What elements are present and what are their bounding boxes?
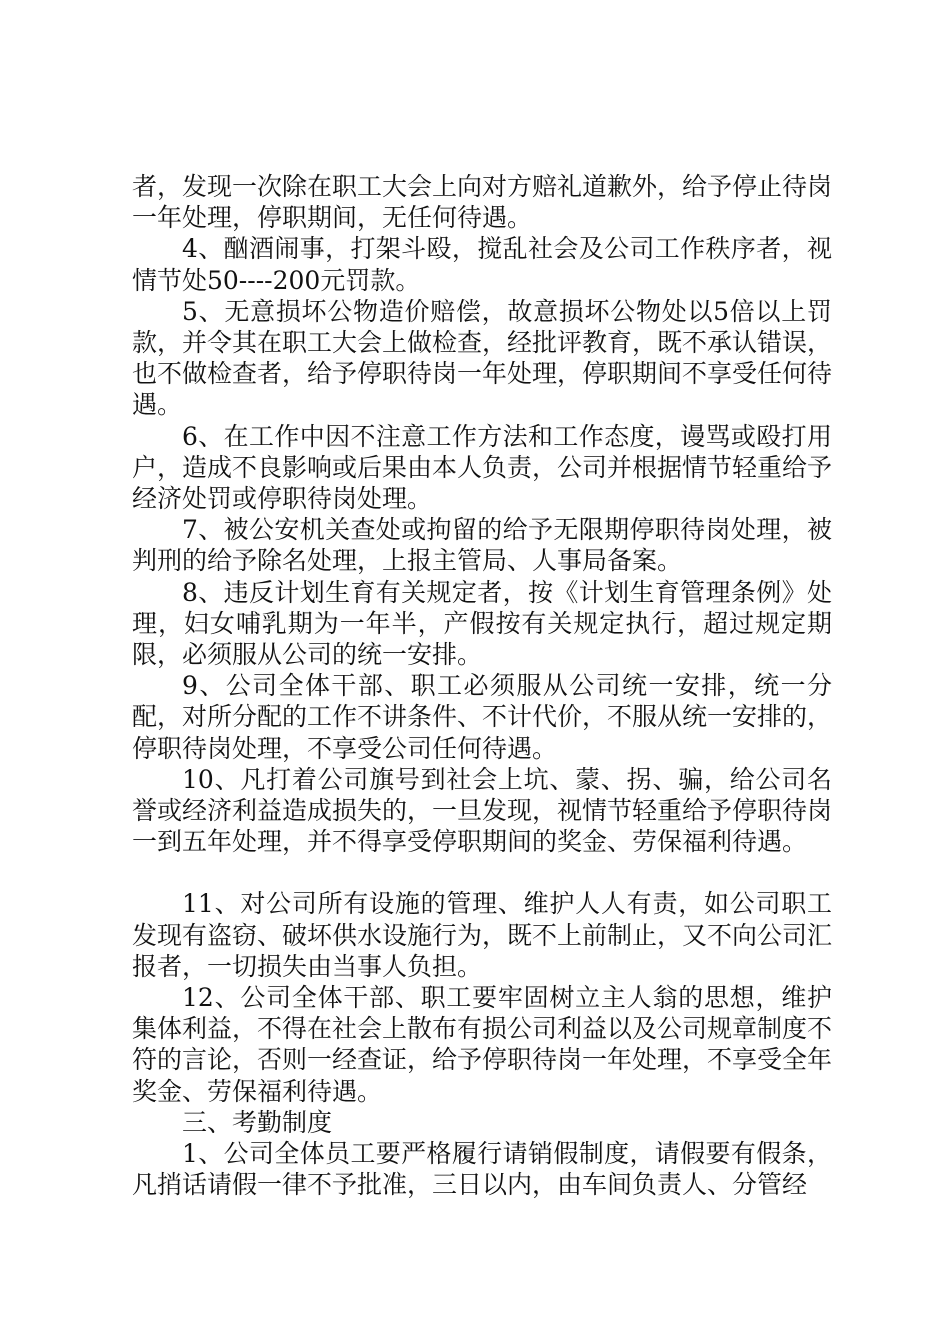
rule-item-9: 9、公司全体干部、职工必须服从公司统一安排，统一分配，对所分配的工作不讲条件、不计代价，不服从统一安排的，停职待岗处理，不享受公司任何待遇。 [132,671,833,763]
rule-item-12: 12、公司全体干部、职工要牢固树立主人翁的思想，维护集体利益，不得在社会上散布有损公司利益以及公司规章制度不符的言论，否则一经查证，给予停职待岗一年处理，不享受全年奖金、劳保福利待遇。 [132,983,833,1106]
attendance-item-1: 1、公司全体员工要严格履行请销假制度，请假要有假条，凡捎话请假一律不予批准，三日以内，由车间负责人、分管经 [132,1139,832,1200]
rule-item-10: 10、凡打着公司旗号到社会上坑、蒙、拐、骗，给公司名誉或经济利益造成损失的，一旦发现，视情节轻重给予停职待岗一到五年处理，并不得享受停职期间的奖金、劳保福利待遇。 [132,764,833,857]
rule-item-4: 4、酗酒闹事，打架斗殴，搅乱社会及公司工作秩序者，视情节处50----200元罚款。 [132,234,832,295]
rule-item-7: 7、被公安机关查处或拘留的给予无限期停职待岗处理，被判刑的给予除名处理，上报主管局、人事局备案。 [132,515,832,576]
paragraph-gap [132,857,832,888]
section-heading-attendance: 三、考勤制度 [182,1107,333,1137]
rule-item-5: 5、无意损坏公物造价赔偿，故意损坏公物处以5倍以上罚款，并令其在职工大会上做检查，经批评教育，既不承认错误，也不做检查者，给予停职待岗一年处理，停职期间不享受任何待遇。 [132,296,833,420]
paragraph-continuation: 者，发现一次除在职工大会上向对方赔礼道歉外，给予停止待岗一年处理，停职期间，无任何待遇。 [132,172,833,233]
rule-item-6: 6、在工作中因不注意工作方法和工作态度，谩骂或殴打用户，造成不良影响或后果由本人负责，公司并根据情节轻重给予经济处罚或停职待岗处理。 [132,421,833,514]
rule-item-11: 11、对公司所有设施的管理、维护人人有责，如公司职工发现有盗窃、破坏供水设施行为，既不上前制止，又不向公司汇报者，一切损失由当事人负担。 [132,889,833,981]
document-page [132,171,832,1201]
rule-item-8: 8、违反计划生育有关规定者，按《计划生育管理条例》处理，妇女哺乳期为一年半，产假按有关规定执行，超过规定期限，必须服从公司的统一安排。 [132,577,832,670]
